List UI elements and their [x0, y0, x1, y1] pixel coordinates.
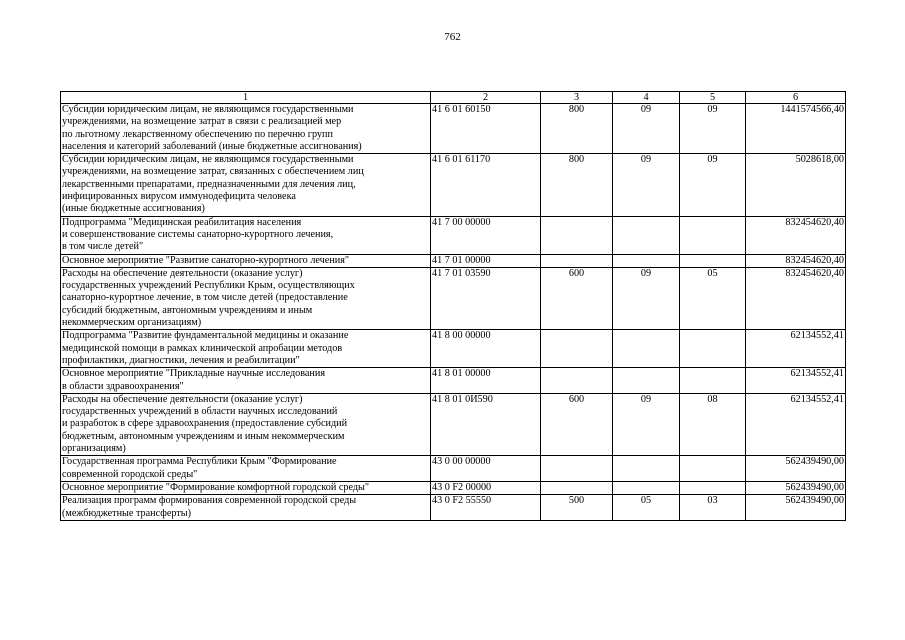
row-name-line: Подпрограмма "Развитие фундаментальной медицины и оказание: [62, 330, 349, 342]
amount-cell: 832454620,40: [746, 267, 846, 329]
row-name-line: Основное мероприятие "Формирование комфортной городской среды": [62, 481, 370, 493]
row-name-cell: [61, 254, 431, 267]
target-code-cell: 41 7 01 03590: [431, 267, 541, 329]
subsection-cell: [680, 481, 746, 494]
row-name-cell: [61, 330, 431, 368]
row-name-line: инфицированных вирусом иммунодефицита человека: [62, 191, 296, 203]
section-cell: 09: [613, 267, 680, 329]
section-cell: [613, 368, 680, 394]
subsection-cell: 03: [680, 495, 746, 521]
table-row: [61, 368, 846, 394]
column-header: 1: [61, 92, 431, 104]
table-row: [61, 216, 846, 254]
row-name-line: лекарственными препаратами, предназначенными для лечения лиц,: [62, 178, 356, 190]
target-code-cell: 41 8 01 00000: [431, 368, 541, 394]
row-name-line: субсидий бюджетным, автономным учреждениям и иным: [62, 304, 313, 316]
row-name-cell: [61, 393, 431, 455]
table-row: [61, 154, 846, 216]
target-code-cell: 41 6 01 61170: [431, 154, 541, 216]
section-cell: [613, 330, 680, 368]
target-code-cell: 41 6 01 60150: [431, 104, 541, 154]
subsection-cell: 09: [680, 154, 746, 216]
column-header: 6: [746, 92, 846, 104]
expense-type-cell: 600: [541, 393, 613, 455]
column-header: 4: [613, 92, 680, 104]
amount-cell: 832454620,40: [746, 216, 846, 254]
row-name-cell: [61, 481, 431, 494]
row-name-line: населения и категорий заболеваний (иные бюджетные ассигнования): [62, 140, 362, 152]
subsection-cell: [680, 330, 746, 368]
table-row: [61, 393, 846, 455]
table-body: [61, 104, 846, 521]
row-name-line: Субсидии юридическим лицам, не являющимся государственными: [62, 154, 354, 166]
subsection-cell: 09: [680, 104, 746, 154]
section-cell: 09: [613, 393, 680, 455]
row-name-line: организациям): [62, 443, 126, 455]
row-name-line: Расходы на обеспечение деятельности (оказание услуг): [62, 393, 303, 405]
table-header-row: [61, 92, 846, 104]
target-code-cell: 43 0 F2 55550: [431, 495, 541, 521]
expense-type-cell: [541, 254, 613, 267]
target-code-cell: 41 8 01 0И590: [431, 393, 541, 455]
row-name-line: по льготному лекарственному обеспечению по перечню групп: [62, 128, 333, 140]
target-code-cell: 41 7 01 00000: [431, 254, 541, 267]
section-cell: [613, 216, 680, 254]
expense-type-cell: 600: [541, 267, 613, 329]
expense-type-cell: 800: [541, 154, 613, 216]
row-name-cell: [61, 456, 431, 482]
row-name-line: Основное мероприятие "Развитие санаторно-курортного лечения": [62, 254, 350, 266]
page-number: 762: [444, 31, 461, 43]
row-name-line: и совершенствование системы санаторно-курортного лечения,: [62, 228, 334, 240]
target-code-cell: 43 0 00 00000: [431, 456, 541, 482]
budget-table: [60, 91, 846, 521]
target-code-cell: 41 7 00 00000: [431, 216, 541, 254]
table-row: [61, 495, 846, 521]
row-name-line: некоммерческим организациям): [62, 317, 202, 329]
column-header: 5: [680, 92, 746, 104]
row-name-line: государственных учреждений в области научных исследований: [62, 406, 338, 418]
subsection-cell: [680, 456, 746, 482]
column-header: 3: [541, 92, 613, 104]
amount-cell: 62134552,41: [746, 330, 846, 368]
row-name-line: и разработок в сфере здравоохранения (предоставление субсидий: [62, 418, 348, 430]
row-name-line: санаторно-курортное лечение, в том числе детей (предоставление: [62, 292, 348, 304]
amount-cell: 562439490,00: [746, 481, 846, 494]
amount-cell: 5028618,00: [746, 154, 846, 216]
section-cell: 05: [613, 495, 680, 521]
row-name-line: бюджетным, автономным учреждениям и иным некоммерческим: [62, 430, 345, 442]
row-name-line: Субсидии юридическим лицам, не являющимся государственными: [62, 104, 354, 115]
row-name-cell: [61, 216, 431, 254]
row-name-line: учреждениями, на возмещение затрат, связанных с обеспечением лиц: [62, 166, 364, 178]
section-cell: 09: [613, 154, 680, 216]
table-row: [61, 254, 846, 267]
row-name-cell: [61, 154, 431, 216]
row-name-line: Государственная программа Республики Крым "Формирование: [62, 456, 337, 468]
row-name-line: учреждениями, на возмещение затрат в связи с реализацией мер: [62, 116, 342, 128]
expense-type-cell: [541, 456, 613, 482]
row-name-line: Подпрограмма "Медицинская реабилитация населения: [62, 216, 302, 228]
expense-type-cell: [541, 368, 613, 394]
row-name-line: Расходы на обеспечение деятельности (оказание услуг): [62, 267, 303, 279]
amount-cell: 562439490,00: [746, 456, 846, 482]
amount-cell: 62134552,41: [746, 368, 846, 394]
row-name-line: профилактики, диагностики, лечения и реабилитации": [62, 354, 300, 366]
section-cell: 09: [613, 104, 680, 154]
amount-cell: 562439490,00: [746, 495, 846, 521]
row-name-cell: [61, 267, 431, 329]
table-row: [61, 456, 846, 482]
row-name-cell: [61, 368, 431, 394]
row-name-line: в том числе детей": [62, 241, 144, 253]
row-name-cell: [61, 104, 431, 154]
expense-type-cell: [541, 216, 613, 254]
expense-type-cell: 800: [541, 104, 613, 154]
row-name-line: медицинской помощи в рамках клинической апробации методов: [62, 342, 343, 354]
expense-type-cell: [541, 330, 613, 368]
section-cell: [613, 254, 680, 267]
subsection-cell: [680, 216, 746, 254]
amount-cell: 62134552,41: [746, 393, 846, 455]
expense-type-cell: 500: [541, 495, 613, 521]
table-row: [61, 330, 846, 368]
subsection-cell: [680, 368, 746, 394]
amount-cell: 832454620,40: [746, 254, 846, 267]
row-name-line: (межбюджетные трансферты): [62, 507, 192, 519]
table-row: [61, 481, 846, 494]
target-code-cell: 41 8 00 00000: [431, 330, 541, 368]
subsection-cell: [680, 254, 746, 267]
section-cell: [613, 456, 680, 482]
row-name-cell: [61, 495, 431, 521]
subsection-cell: 05: [680, 267, 746, 329]
table-row: [61, 267, 846, 329]
row-name-line: современной городской среды": [62, 468, 198, 480]
section-cell: [613, 481, 680, 494]
amount-cell: 1441574566,40: [746, 104, 846, 154]
row-name-line: в области здравоохранения": [62, 380, 184, 392]
row-name-line: Реализация программ формирования современной городской среды: [62, 495, 357, 507]
expense-type-cell: [541, 481, 613, 494]
subsection-cell: 08: [680, 393, 746, 455]
row-name-line: государственных учреждений Республики Крым, осуществляющих: [62, 280, 355, 292]
target-code-cell: 43 0 F2 00000: [431, 481, 541, 494]
table-row: [61, 104, 846, 154]
row-name-line: Основное мероприятие "Прикладные научные исследования: [62, 368, 326, 380]
column-header: 2: [431, 92, 541, 104]
row-name-line: (иные бюджетные ассигнования): [62, 203, 205, 215]
